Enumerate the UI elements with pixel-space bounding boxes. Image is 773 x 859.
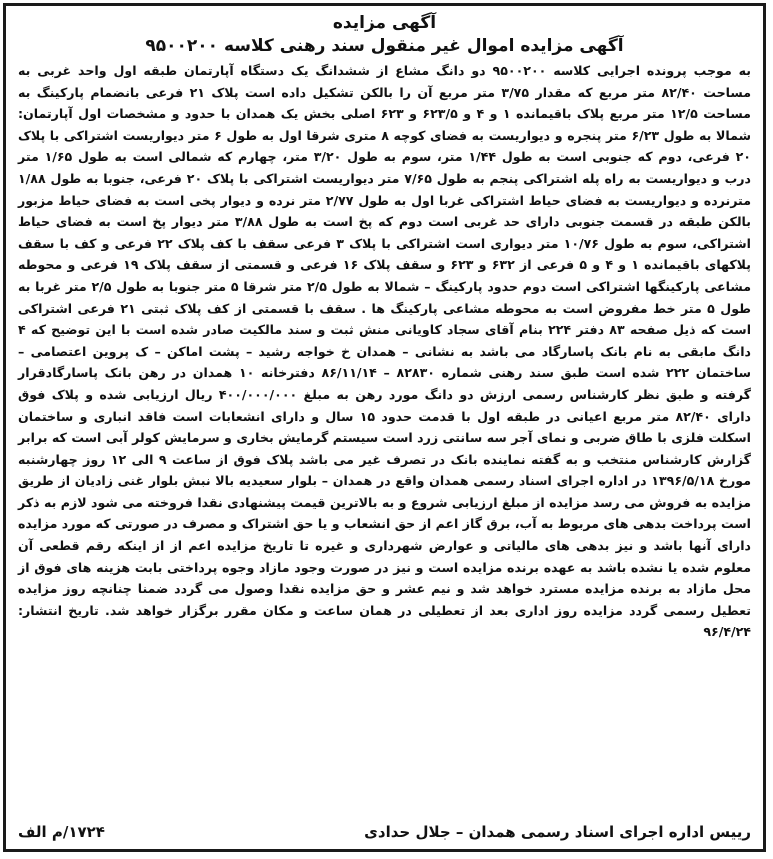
auction-notice bbox=[3, 3, 766, 852]
reference-code: ۱۷۲۴/م الف bbox=[18, 823, 105, 841]
notice-subtitle: آگهی مزایده اموال غیر منقول سند رهنی کلاسه ۹۵۰۰۲۰۰ bbox=[145, 36, 624, 56]
notice-title: آگهی مزایده bbox=[332, 13, 437, 33]
notice-footer bbox=[18, 823, 751, 841]
signature-line: رییس اداره اجرای اسناد رسمی همدان – جلال حدادی bbox=[364, 823, 751, 841]
notice-body: به موجب پرونده اجرایی کلاسه ۹۵۰۰۲۰۰ دو دانگ مشاع از ششدانگ یک دستگاه آپارتمان طبقه اول واحد غربی به مساحت ۸۲/۴۰ متر مربع که مقدار ۳/۷۵ متر مربع آن را بالکن تشکیل داده است پلاک ۲۱ فرعی بانضمام پارکینگ به مساحت ۱۲/۵ متر مربع پلاک باقیمانده ۱ و ۴ و ۶۲۳/۵ و ۶۲۳ اصلی بخش یک همدان با حدود و مشخصات اول آپارتمان: شمالا به طول ۶/۲۳ متر پنجره و دیواریست به فضای کوچه ۸ متری شرقا اول به طول ۶ متر دیواریست اشتراکی با پلاک ۲۰ فرعی، دوم که جنوبی است به طول ۱/۴۴ متر، سوم به طول ۳/۲۰ متر، چهارم که شمالی است به طول ۱/۶۵ متر درب و دیواریست به راه پله اشتراکی پنجم به طول ۷/۶۵ متر دیواریست اشتراکی با پلاک ۲۰ فرعی، جنوبا به طول ۱/۸۸ مترنرده و دیواریست به فضای حیاط اشتراکی غربا اول به طول ۲/۷۷ متر نرده و دیوار پخی است به فضای حیاط مزبور بالکن طبقه در قسمت جنوبی دارای حد غربی است دوم که پخ است به طول ۳/۸۸ متر دیوار پخ است به فضای حیاط اشتراکی، سوم به طول ۱۰/۷۶ متر دیواری است اشتراکی با پلاک ۳ فرعی سقف با کف پلاک ۲۲ فرعی و کف با سقف پلاکهای باقیمانده ۱ و ۴ و ۵ فرعی از ۶۳۲ و ۶۲۳ و سقف پلاک ۱۶ فرعی و قسمتی از سقف پلاک ۱۹ فرعی و محوطه مشاعی پارکینگها اشتراکی است دوم حدود پارکینگ – شمالا به طول ۲/۵ متر شرقا ۵ متر جنوبا به طول ۲/۵ متر غربا به طول ۵ متر خط مفروض است به محوطه مشاعی پارکینگ ها . سقف با قسمتی از کف پلاک ثبتی ۲۱ فرعی اشتراکی است که ذیل صفحه ۸۳ دفتر ۲۲۴ بنام آقای سجاد کاویانی منش ثبت و سند مالکیت صادر شده است با این توضیح که ۴ دانگ مابقی به نام بانک پاسارگاد می باشد به نشانی – همدان خ خواجه رشید – پشت اماکن – ک پروین اعتصامی – ساختمان ۲۲۲ شده است طبق سند رهنی شماره ۸۲۸۳۰ – ۸۶/۱۱/۱۴ دفترخانه ۱۰ همدان در رهن بانک پاسارگادقرار گرفته و طبق نظر کارشناس رسمی ارزش دو دانگ مورد رهن به مبلغ ۴۰۰/۰۰۰/۰۰۰ ریال ارزیابی شده و پلاک فوق دارای ۸۲/۴۰ متر مربع اعیانی در طبقه اول با قدمت حدود ۱۵ سال و دارای انشعابات است فاقد انباری و ساختمان اسکلت فلزی با طاق ضربی و نمای آجر سه سانتی زرد است سیستم گرمایش بخاری و سرمایش کولر آبی است که برابر گزارش کارشناس منتخب و به گفته نماینده بانک در تصرف غیر می باشد پلاک فوق از ساعت ۹ الی ۱۲ روز چهارشنبه مورخ ۱۳۹۶/۵/۱۸ در اداره اجرای اسناد رسمی همدان واقع در همدان – بلوار سعیدیه بالا نبش بلوار غنی زادیان از طریق مزایده به فروش می رسد مزایده از مبلغ ارزیابی شروع و به بالاترین قیمت پیشنهادی نقدا فروخته می شود لازم به ذکر است پرداخت بدهی های مربوط به آب، برق گاز اعم از حق انشعاب و یا حق اشتراک و مصرف در صورتی که مورد مزایده دارای آنها باشد و نیز بدهی های مالیاتی و عوارض شهرداری و غیره تا تاریخ مزایده اعم از از اینکه رقم قطعی آن معلوم شده یا نشده باشد به عهده برنده مزایده است و نیز در صورت وجود مازاد وجوه پرداختی بابت هزینه های فوق از محل مازاد به برنده مزایده مسترد خواهد شد و نیم عشر و حق مزایده نقدا وصول می گردد ضمنا چنانچه روز مزایده تعطیل رسمی گردد مزایده روز اداری بعد از تعطیلی در همان ساعت و مکان مقرر برگزار خواهد شد. تاریخ انتشار: ۹۶/۴/۲۴ bbox=[18, 63, 752, 640]
